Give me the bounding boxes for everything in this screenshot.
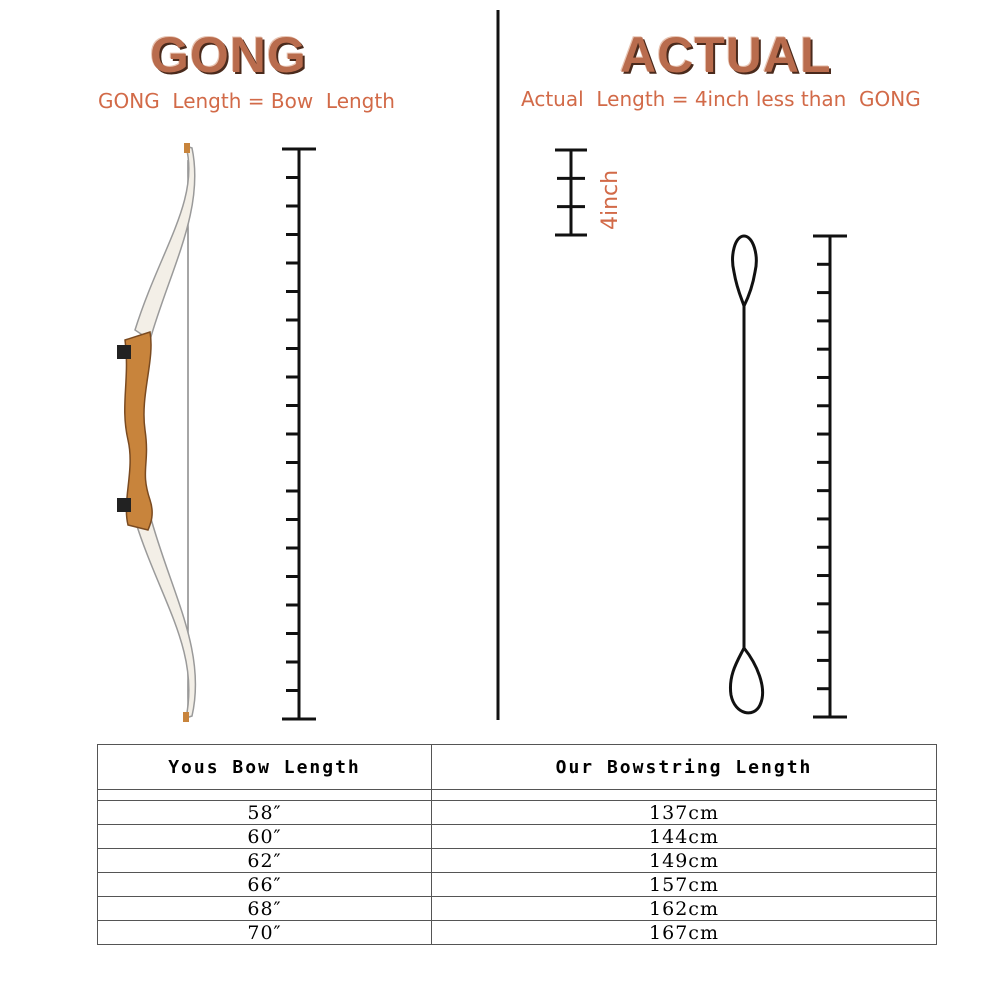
bow-length-cell: 60″ bbox=[98, 825, 432, 849]
top-loop bbox=[733, 236, 757, 306]
bow-length-cell: 68″ bbox=[98, 897, 432, 921]
header-bowstring-length: Our Bowstring Length bbox=[432, 745, 937, 790]
table-row bbox=[98, 849, 937, 873]
lower-limb bbox=[135, 515, 195, 718]
four-inch-ruler bbox=[555, 150, 587, 235]
actual-subtitle: Actual Length = 4inch less than GONG bbox=[521, 87, 921, 111]
table-row bbox=[98, 921, 937, 945]
bowstring-image bbox=[730, 236, 762, 713]
table-row bbox=[98, 897, 937, 921]
string-length-cell: 162cm bbox=[432, 897, 937, 921]
string-length-cell: 137cm bbox=[432, 801, 937, 825]
string-length-cell: 144cm bbox=[432, 825, 937, 849]
bow-length-cell: 62″ bbox=[98, 849, 432, 873]
table-row bbox=[98, 801, 937, 825]
string-length-cell: 167cm bbox=[432, 921, 937, 945]
gong-ruler bbox=[282, 149, 316, 719]
four-inch-label: 4inch bbox=[598, 169, 623, 230]
upper-limb bbox=[135, 146, 195, 340]
bow-length-cell: 58″ bbox=[98, 801, 432, 825]
actual-ruler bbox=[813, 236, 847, 717]
lower-tip bbox=[183, 712, 189, 722]
header-bow-length: Yous Bow Length bbox=[98, 745, 432, 790]
recurve-bow-image bbox=[117, 143, 195, 722]
upper-tip bbox=[184, 143, 190, 153]
bow-length-cell: 66″ bbox=[98, 873, 432, 897]
table-spacer-row bbox=[98, 790, 937, 801]
table-header-row bbox=[98, 745, 937, 790]
gong-title: GONG bbox=[150, 27, 307, 83]
limb-bolt-top bbox=[117, 345, 131, 359]
bow-length-cell: 70″ bbox=[98, 921, 432, 945]
table-row bbox=[98, 873, 937, 897]
size-table bbox=[97, 744, 937, 945]
bottom-loop bbox=[730, 648, 762, 713]
actual-title: ACTUAL bbox=[620, 27, 832, 83]
limb-bolt-bottom bbox=[117, 498, 131, 512]
table-row bbox=[98, 825, 937, 849]
string-length-cell: 157cm bbox=[432, 873, 937, 897]
string-length-cell: 149cm bbox=[432, 849, 937, 873]
gong-subtitle: GONG Length = Bow Length bbox=[98, 89, 395, 113]
